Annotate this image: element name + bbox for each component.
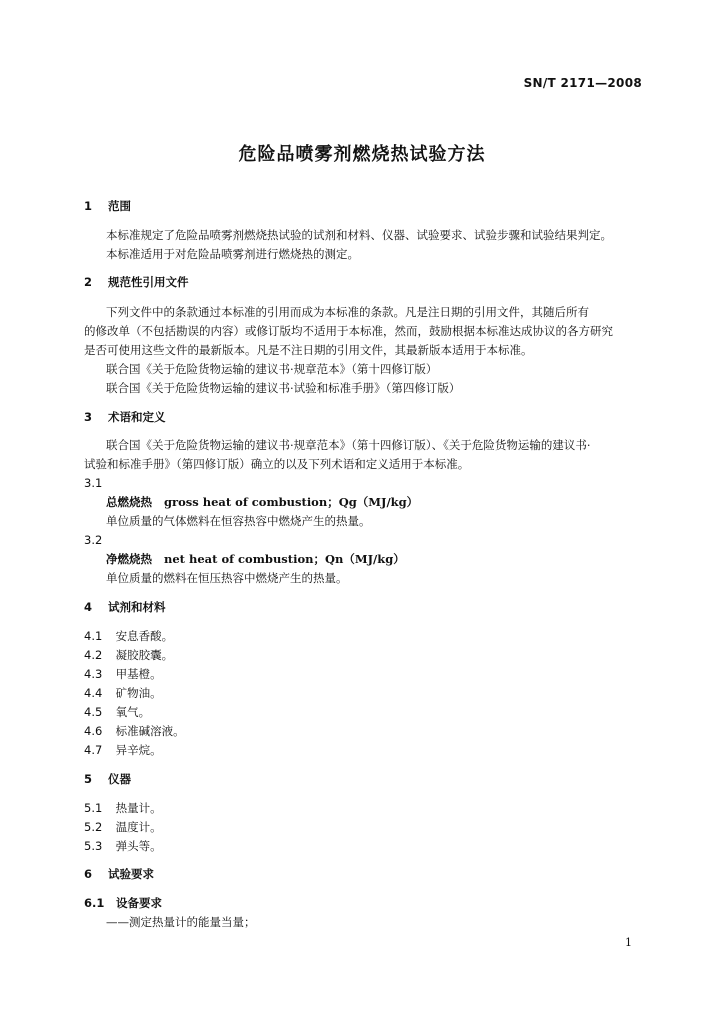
list-item: 4.3 甲基橙。 [84, 667, 162, 681]
section-1-paragraph-1: 本标准规定了危险品喷雾剂燃烧热试验的试剂和材料、仪器、试验要求、试验步骤和试验结果判定。 [106, 228, 612, 242]
subsection-6-1-heading: 6.1 设备要求 [84, 896, 163, 910]
section-3-paragraph-line-2: 试验和标准手册》（第四修订版）确立的以及下列术语和定义适用于本标准。 [84, 457, 470, 471]
section-6-heading: 6 试验要求 [84, 867, 154, 881]
list-item: 5.3 弹头等。 [84, 839, 162, 853]
reference-2: 联合国《关于危险货物运输的建议书·试验和标准手册》（第四修订版） [106, 381, 461, 395]
list-item: 4.4 矿物油。 [84, 686, 162, 700]
list-item: 4.5 氧气。 [84, 705, 151, 719]
term-3-2-chinese: 净燃烧热 [106, 552, 152, 566]
term-3-2-english: net heat of combustion；Qn（MJ/kg） [164, 552, 405, 566]
term-3-2 [106, 551, 405, 567]
section-2-paragraph-line-1: 下列文件中的条款通过本标准的引用而成为本标准的条款。凡是注日期的引用文件，其随后所有 [106, 305, 589, 319]
section-2-paragraph-line-3: 是否可使用这些文件的最新版本。凡是不注日期的引用文件，其最新版本适用于本标准。 [84, 343, 533, 357]
subsection-6-1-item-1: ——测定热量计的能量当量； [106, 915, 256, 929]
term-3-1-number: 3.1 [84, 476, 103, 490]
term-3-2-definition: 单位质量的燃料在恒压热容中燃烧产生的热量。 [106, 571, 348, 585]
page-number: 1 [625, 936, 632, 949]
term-3-1-chinese: 总燃烧热 [106, 495, 152, 509]
section-3-heading: 3 术语和定义 [84, 410, 166, 424]
term-3-1-definition: 单位质量的气体燃料在恒容热容中燃烧产生的热量。 [106, 514, 371, 528]
list-item: 4.2 凝胶胶囊。 [84, 648, 174, 662]
section-3-paragraph-line-1: 联合国《关于危险货物运输的建议书·规章范本》（第十四修订版）、《关于危险货物运输的建议书· [106, 438, 591, 452]
document-title: 危险品喷雾剂燃烧热试验方法 [238, 144, 486, 165]
section-1-heading: 1 范围 [84, 199, 131, 213]
term-3-1 [106, 494, 418, 510]
reference-1: 联合国《关于危险货物运输的建议书·规章范本》（第十四修订版） [106, 362, 438, 376]
standard-code: SN/T 2171—2008 [523, 76, 642, 90]
list-item: 5.1 热量计。 [84, 801, 162, 815]
list-item: 4.7 异辛烷。 [84, 743, 162, 757]
section-1-paragraph-2: 本标准适用于对危险品喷雾剂进行燃烧热的测定。 [106, 247, 359, 261]
section-2-paragraph-line-2: 的修改单（不包括勘误的内容）或修订版均不适用于本标准，然而，鼓励根据本标准达成协议的各方研究 [84, 324, 613, 338]
list-item: 5.2 温度计。 [84, 820, 162, 834]
list-item: 4.1 安息香酸。 [84, 629, 174, 643]
section-2-heading: 2 规范性引用文件 [84, 275, 189, 289]
term-3-2-number: 3.2 [84, 533, 103, 547]
section-4-heading: 4 试剂和材料 [84, 600, 166, 614]
section-5-heading: 5 仪器 [84, 772, 131, 786]
term-3-1-english: gross heat of combustion；Qg（MJ/kg） [164, 495, 419, 509]
list-item: 4.6 标准碱溶液。 [84, 724, 185, 738]
